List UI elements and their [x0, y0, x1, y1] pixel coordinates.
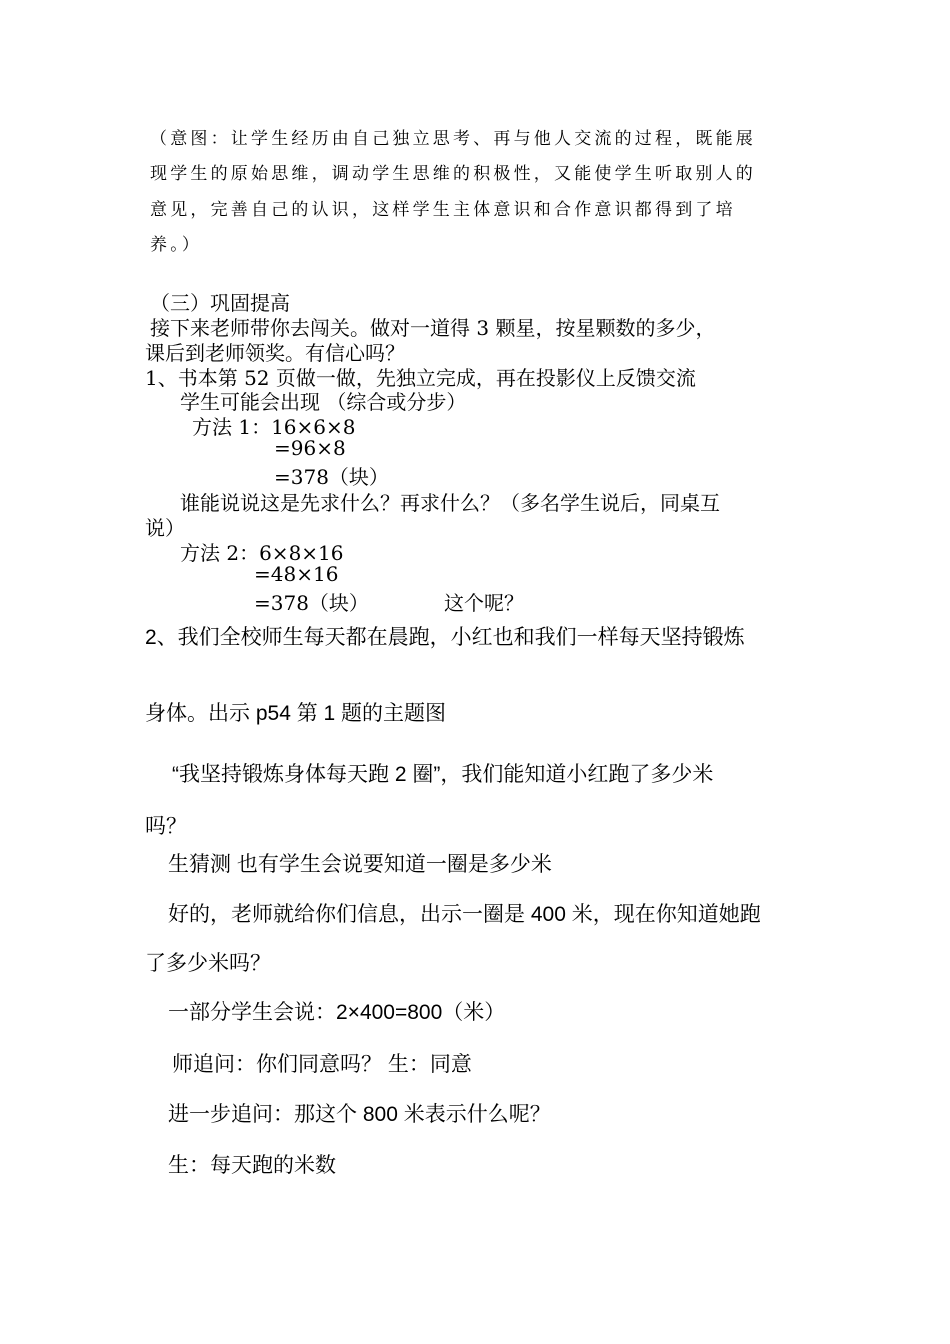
q2-line-11: 生：每天跑的米数 [168, 1154, 336, 1177]
method-1-line-2: =96×8 [274, 436, 346, 460]
question-1: 1、书本第 52 页做一做，先独立完成，再在投影仪上反馈交流 [145, 366, 696, 390]
method-1-line-3: =378（块） [274, 465, 389, 489]
section-heading: （三）巩固提高 [150, 291, 290, 315]
method-2-line-2: =48×16 [254, 562, 339, 586]
q2-line-4: 吗？ [145, 815, 187, 838]
q2-line-3: “我坚持锻炼身体每天跑 2 圈”，我们能知道小红跑了多少米 [172, 763, 714, 786]
ask-line-2: 说） [145, 516, 185, 540]
q2-line-1: 2、我们全校师生每天都在晨跑，小红也和我们一样每天坚持锻炼 [145, 626, 745, 649]
method-1-line-1: 方法 1：16×6×8 [192, 415, 356, 439]
q2-line-7: 了多少米吗？ [145, 952, 271, 975]
intent-line-1: （意图：让学生经历由自己独立思考、再与他人交流的过程，既能展 [150, 129, 756, 149]
method-2-line-3: =378（块） [254, 591, 369, 615]
method-2-question: 这个呢？ [444, 591, 524, 615]
q2-line-5: 生猜测 也有学生会说要知道一圈是多少米 [168, 853, 552, 876]
q2-line-9: 师追问：你们同意吗？ 生：同意 [172, 1053, 472, 1076]
intro-line-2: 课后到老师领奖。有信心吗？ [145, 341, 405, 365]
intro-line-1: 接下来老师带你去闯关。做对一道得 3 颗星，按星颗数的多少， [150, 316, 716, 340]
q2-line-2: 身体。出示 p54 第 1 题的主题图 [145, 702, 447, 725]
intent-line-4: 养。） [150, 235, 203, 255]
ask-line-1: 谁能说说这是先求什么？再求什么？（多名学生说后，同桌互 [180, 491, 720, 515]
question-1-note: 学生可能会出现 （综合或分步） [180, 390, 467, 414]
q2-line-10: 进一步追问：那这个 800 米表示什么呢？ [168, 1103, 551, 1126]
q2-line-6: 好的，老师就给你们信息，出示一圈是 400 米，现在你知道她跑 [168, 903, 761, 926]
intent-line-2: 现学生的原始思维，调动学生思维的积极性，又能使学生听取别人的 [150, 164, 756, 184]
q2-line-8: 一部分学生会说：2×400=800（米） [168, 1001, 506, 1024]
method-2-line-1: 方法 2：6×8×16 [180, 541, 344, 565]
intent-line-3: 意见，完善自己的认识，这样学生主体意识和合作意识都得到了培 [150, 200, 736, 220]
